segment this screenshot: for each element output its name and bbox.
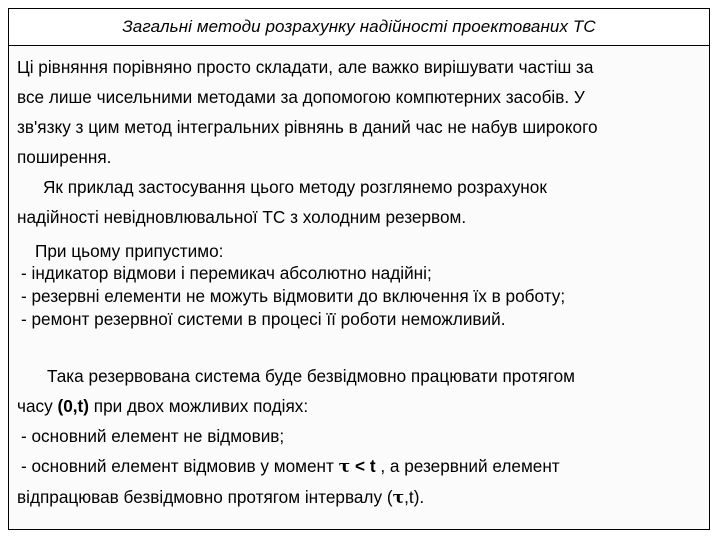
text-line: надійності невідновлювальної ТС з холодним резервом. [17, 207, 467, 227]
slide-title: Загальні методи розрахунку надійності проектованих ТС [122, 17, 596, 36]
tau-symbol: τ [338, 457, 351, 477]
text-span: - основний елемент відмовив у момент [21, 456, 339, 476]
text-line: все лише чисельними методами за допомогою компютерних засобів. У [17, 87, 585, 107]
text-line: Така резервована система буде безвідмовно працювати протягом [47, 366, 575, 386]
paragraph-intro [17, 52, 699, 172]
t-symbol: t [369, 456, 376, 476]
list-item: - ремонт резервної системи в процесі її роботи неможливий. [21, 309, 506, 329]
text-span: часу [17, 396, 58, 416]
paragraph-conditions [17, 361, 699, 421]
text-span: , а резервний елемент [375, 456, 560, 476]
slide-frame [8, 8, 710, 530]
text-line [17, 391, 699, 421]
slide-body [9, 46, 709, 513]
text-span: ,t). [404, 487, 425, 507]
list-item: - індикатор відмови і перемикач абсолютно надійні; [21, 263, 432, 283]
less-than-symbol: < [350, 456, 370, 476]
title-bar [9, 9, 709, 46]
text-line: Ці рівняння порівняно просто складати, але важко вирішувати частіш за [17, 57, 594, 77]
assumptions-list [17, 240, 699, 331]
text-span: відпрацював безвідмовно протягом інтервалу ( [17, 487, 393, 507]
text-line: Як приклад застосування цього методу розглянемо розрахунок [43, 177, 547, 197]
events-list [17, 421, 699, 513]
text-line: поширення. [17, 147, 112, 167]
paragraph-example [17, 172, 699, 232]
list-item: - резервні елементи не можуть відмовити до включення їх в роботу; [21, 286, 566, 306]
text-span: при двох можливих подіях: [89, 396, 309, 416]
assumptions-lead: При цьому припустимо: [35, 241, 224, 261]
list-item: - основний елемент не відмовив; [21, 426, 285, 446]
spacer [17, 331, 699, 361]
tau-symbol: τ [392, 488, 405, 508]
interval-expression: (0,t) [57, 396, 89, 416]
list-item [17, 451, 699, 482]
text-line: зв'язку з цим метод інтегральних рівнянь в даний час не набув широкого [17, 117, 598, 137]
text-line [17, 482, 699, 513]
